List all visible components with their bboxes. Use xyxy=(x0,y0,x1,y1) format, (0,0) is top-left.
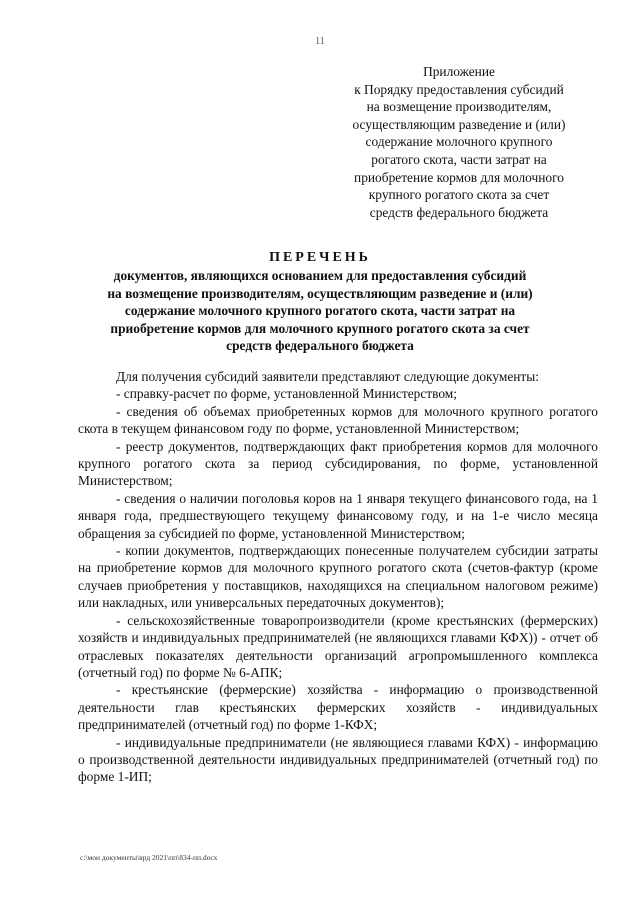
subtitle-line: на возмещение производителям, осуществляющим разведение и (или) xyxy=(107,285,533,301)
list-item: - сельскохозяйственные товаропроизводители (кроме крестьянских (фермерских) хозяйств и индивидуальных предпринимателей (не являющихся главами КФХ)) - отчет об отраслевых показателях деятельности организаций агропромышленного комплекса (отчетный год) по форме № 6-АПК; xyxy=(78,612,598,680)
appendix-line: содержание молочного крупного xyxy=(365,134,553,150)
appendix-line: крупного рогатого скота за счет xyxy=(368,187,550,203)
appendix-line: рогатого скота, части затрат на xyxy=(371,151,547,167)
appendix-line: средств федерального бюджета xyxy=(369,204,549,220)
list-item: - реестр документов, подтверждающих факт приобретения кормов для молочного крупного рогатого скота за период субсидирования, по форме, установленной Министерством; xyxy=(78,438,598,489)
appendix-line: к Порядку предоставления субсидий xyxy=(354,81,564,97)
document-body xyxy=(78,368,598,786)
appendix-block xyxy=(320,63,598,221)
page-number: 11 xyxy=(315,36,325,47)
file-path-footer: c:\мои документы\врд 2021\пп\834-пп.docx xyxy=(80,853,218,862)
list-item: - сведения об объемах приобретенных кормов для молочного крупного рогатого скота в текущем финансовом году по форме, установленной Министерством; xyxy=(78,403,598,437)
appendix-line: на возмещение производителям, xyxy=(366,99,552,115)
list-item: - крестьянские (фермерские) хозяйства - информацию о производственной деятельности глав крестьянских фермерских хозяйств - индивидуальных предпринимателей (отчетный год) по форме 1-КФХ; xyxy=(78,682,598,733)
appendix-line: Приложение xyxy=(423,64,495,79)
intro-paragraph: Для получения субсидий заявители представляют следующие документы: xyxy=(116,369,540,384)
subtitle-line: содержание молочного крупного рогатого скота, части затрат на xyxy=(124,303,516,318)
subtitle-line: средств федерального бюджета xyxy=(226,338,414,353)
list-item: - сведения о наличии поголовья коров на 1 января текущего финансового года, на 1 января года, предшествующего текущему финансовому году, и на 1-е число месяца обращения за субсидией по форме, установленной Министерством; xyxy=(78,490,598,541)
appendix-line: осуществляющим разведение и (или) xyxy=(352,116,566,132)
document-title: ПЕРЕЧЕНЬ xyxy=(269,250,371,265)
appendix-line: приобретение кормов для молочного xyxy=(354,169,564,185)
document-subtitle xyxy=(0,267,640,355)
list-item: - индивидуальные предприниматели (не являющиеся главами КФХ) - информацию о производственной деятельности индивидуальных предпринимателей (отчетный год) по форме 1-ИП; xyxy=(78,734,598,785)
list-item: - копии документов, подтверждающих понесенные получателем субсидии затраты на приобретение кормов для молочного крупного рогатого скота (счетов-фактур (кроме случаев приобретения у поставщиков, находящихся на специальном налоговом режиме) или накладных, или универсальных передаточных документов); xyxy=(78,543,598,611)
subtitle-line: документов, являющихся основанием для предоставления субсидий xyxy=(113,268,527,283)
subtitle-line: приобретение кормов для молочного крупного рогатого скота за счет xyxy=(110,320,530,336)
list-item: - справку-расчет по форме, установленной Министерством; xyxy=(116,386,457,402)
